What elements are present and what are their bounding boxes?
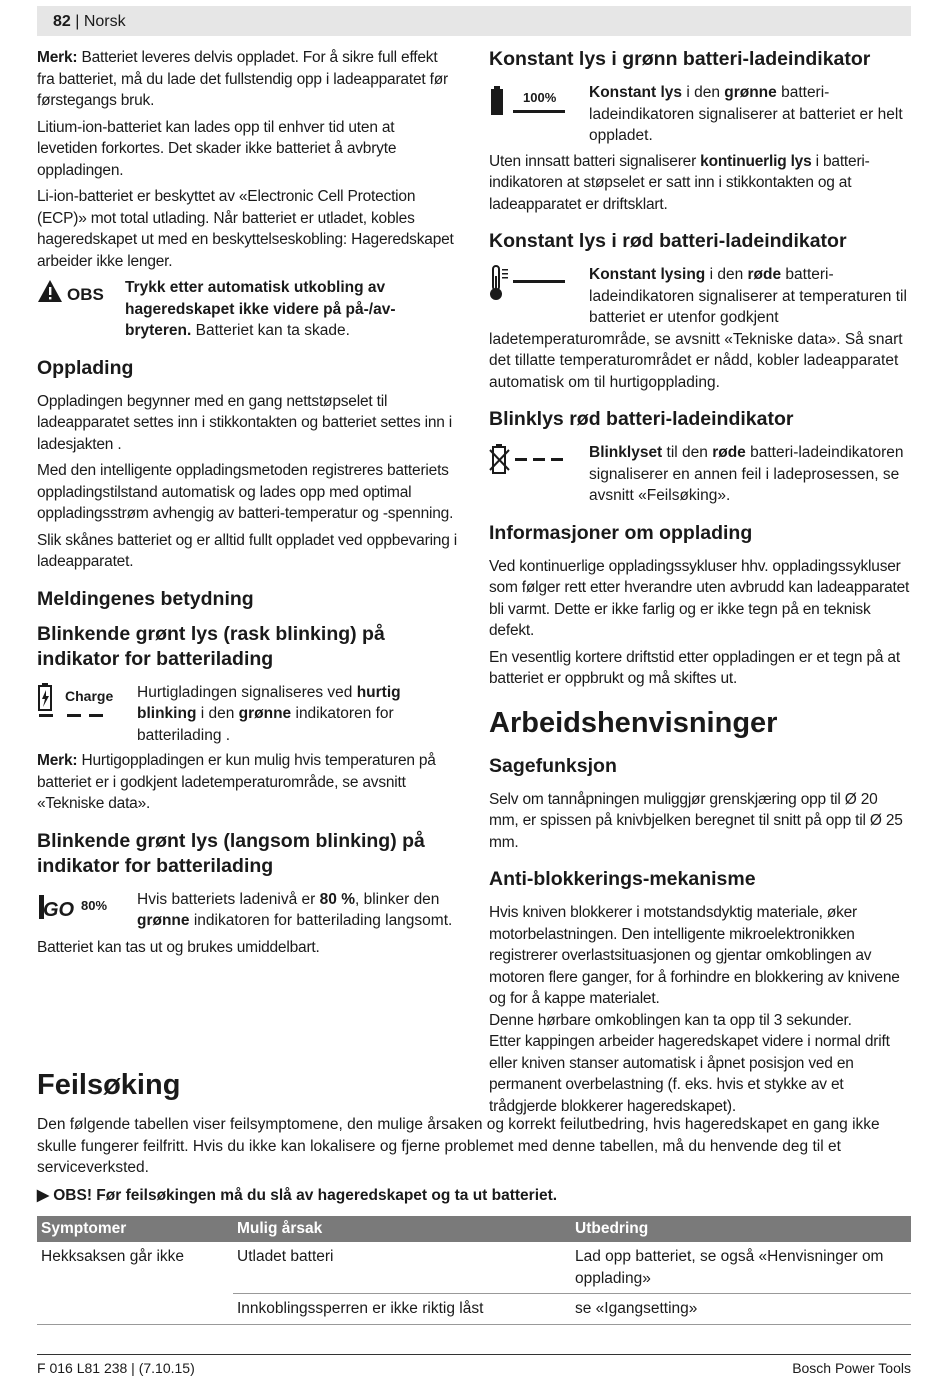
paragraph: Oppladingen begynner med en gang nettstøpselet til ladeapparatet settes inn i stikkontakten og batteriet settes inn i ladesjakten .: [37, 392, 453, 453]
svg-text:100%: 100%: [523, 90, 557, 105]
table-row: [37, 1294, 911, 1325]
page-language: Norsk: [83, 13, 126, 30]
paragraph: Etter kappingen arbeider hageredskapet videre i normal drift eller kniven stanser automatisk i åpnet posisjon ved en permanent overbelastning (f. eks. hvis et stykke av et trådgjerde blokkerer hageredskapet).: [489, 1033, 890, 1115]
column-header: Utbedring: [571, 1216, 911, 1242]
right-column: [489, 47, 911, 1122]
table-cell: Innkoblingssperren er ikke riktig låst: [233, 1294, 571, 1325]
section-heading: Sagefunksjon: [489, 754, 617, 777]
svg-text:80%: 80%: [81, 897, 108, 913]
troubleshooting-table: [37, 1216, 911, 1325]
table-cell: [37, 1294, 233, 1325]
battery-full-icon: [489, 82, 589, 126]
column-header: Symptomer: [37, 1216, 233, 1242]
paragraph: Selv om tannåpningen muliggjør grenskjæring opp til Ø 20 mm, er spissen på knivbjelken beregnet til snitt på opp til Ø 25 mm.: [489, 790, 903, 851]
paragraph: Hvis kniven blokkerer i motstandsdyktig materiale, øker motorbelastningen. Den intelligente mikroelektronikken registrerer overlastsituasjonen og gjentar omkoblingen av motoren flere ganger, for å forhindre en blokkering av knivene og for å kappe materialet.: [489, 904, 900, 1007]
paragraph: En vesentlig kortere driftstid etter oppladingen er et tegn på at batteriet er oppbrukt og må skiftes ut.: [489, 648, 900, 687]
thermometer-icon: [489, 264, 589, 308]
table-cell: Lad opp batteriet, se også «Henvisninger om opplading»: [571, 1242, 911, 1294]
warning-icon: [37, 277, 125, 342]
arrow-icon: ▶: [37, 1186, 49, 1204]
section-heading: Meldingenes betydning: [37, 587, 254, 610]
page-footer: [37, 1354, 911, 1376]
document-id: F 016 L81 238 | (7.10.15): [37, 1360, 195, 1376]
svg-text:GO: GO: [43, 898, 75, 921]
warning-block: OBS Trykk etter automatisk utkobling av hageredskapet ikke videre på på-/av-bryteren. Batteriet kan ta skade.: [37, 277, 457, 342]
section-heading: Opplading: [37, 356, 134, 379]
page-header: 82 | Norsk: [37, 6, 911, 36]
paragraph: Med den intelligente oppladingsmetoden registreres batteriets oppladingstilstand automatisk og lades opp med optimal oppladingsstrøm avhengig av batteri-temperatur og -spenning.: [37, 462, 454, 522]
table-cell: se «Igangsetting»: [571, 1294, 911, 1325]
troubleshooting-section: [37, 1068, 911, 1325]
paragraph: Litium-ion-batteriet kan lades opp til enhver tid uten at levetiden forkortes. Det skader ikke batteriet å avbryte oppladingen.: [37, 118, 397, 179]
chapter-heading: Arbeidshenvisninger: [489, 706, 778, 739]
section-heading: Konstant lys i grønn batteri-ladeindikator: [489, 48, 871, 70]
section-heading: Informasjoner om opplading: [489, 521, 753, 544]
paragraph: Denne hørbare omkoblingen kan ta opp til 3 sekunder.: [489, 1011, 852, 1029]
svg-text:OBS: OBS: [67, 285, 104, 304]
indicator-block: Charge Hurtigladingen signaliseres ved hurtig blinking i den grønne indikatoren for batterilading .: [37, 682, 457, 747]
paragraph: Ved kontinuerlige oppladingssykluser hhv. oppladingssykluser som følger rett etter hverandre uten avbrudd kan ladeapparatet bli varmt. Dette er ikke farlig og er ikke tegn på en teknisk defekt.: [489, 557, 910, 639]
section-heading: Konstant lys i rød batteri-ladeindikator: [489, 230, 847, 252]
paragraph: Uten innsatt batteri signaliserer kontinuerlig lys i batteri-indikatoren at støpselet er satt inn i stikkontakten og at ladeapparatet er driftsklart.: [489, 152, 870, 213]
publisher: Bosch Power Tools: [792, 1360, 911, 1376]
paragraph: Batteriet kan tas ut og brukes umiddelbart.: [37, 938, 320, 956]
table-cell: Utladet batteri: [233, 1242, 571, 1294]
paragraph: Den følgende tabellen viser feilsymptomene, den mulige årsaken og korrekt feilutbedring, hvis hageredskapet en gang ikke skulle fungerer feilfritt. Hvis du ikke kan lokalisere og fjerne problemet med denne tabellen, må du henvende deg til et serviceverksted.: [37, 1116, 880, 1176]
column-header: Mulig årsak: [233, 1216, 571, 1242]
paragraph: Slik skånes batteriet og er alltid fullt oppladet ved oppbevaring i ladeapparatet.: [37, 531, 458, 570]
battery-error-icon: [489, 442, 589, 486]
paragraph: Li-ion-batteriet er beskyttet av «Electronic Cell Protection (ECP)» mot total utlading. Når batteriet er utladet, kobles hageredskapet ut med en beskyttelseskobling: Hageredskapet arbeider ikke lenger.: [37, 188, 454, 270]
table-header-row: [37, 1216, 911, 1242]
table-cell: Hekksaksen går ikke: [41, 1248, 185, 1265]
indicator-block: Konstant lysing i den røde batteri-ladeindikatoren signaliserer at temperaturen til batteriet er utenfor godkjent ladetemperaturområde, se avsnitt «Tekniske data». Så snart det tillatte temperaturområdet er nådd, kobler ladeapparatet automatisk om til hurtigopplading.: [489, 266, 907, 391]
section-heading: Anti-blokkerings-mekanisme: [489, 868, 756, 890]
indicator-block: GO 80% Hvis batteriets ladenivå er 80 %, blinker den grønne indikatoren for batterilading langsomt.: [37, 889, 457, 933]
section-heading: Blinklys rød batteri-ladeindikator: [489, 408, 794, 430]
chapter-heading: Feilsøking: [37, 1069, 181, 1101]
paragraph: Merk: Batteriet leveres delvis oppladet. For å sikre full effekt fra batteriet, må du lade det fullstendig opp i ladeapparatet før førstegangs bruk.: [37, 49, 448, 109]
svg-text:Charge: Charge: [65, 687, 114, 704]
section-heading: Blinkende grønt lys (rask blinking) på indikator for batterilading: [37, 622, 385, 670]
left-column: [37, 47, 457, 963]
go-battery-icon: [37, 889, 137, 933]
charge-icon: [37, 682, 137, 726]
page-number: 82: [53, 13, 71, 30]
indicator-block: 100% Konstant lys i den grønne batteri-ladeindikatoren signaliserer at batteriet er helt oppladet.: [489, 82, 911, 147]
warning-instruction: ▶ OBS! Før feilsøkingen må du slå av hageredskapet og ta ut batteriet.: [37, 1186, 558, 1204]
paragraph: Merk: Hurtigoppladingen er kun mulig hvis temperaturen på batteriet er i godkjent ladetemperaturområde, se avsnitt «Tekniske data».: [37, 752, 436, 812]
indicator-block: Blinklyset til den røde batteri-ladeindikatoren signaliserer en annen feil i ladeprosessen, se avsnitt «Feilsøking».: [489, 442, 911, 507]
table-row: [37, 1242, 911, 1294]
section-heading: Blinkende grønt lys (langsom blinking) på indikator for batterilading: [37, 829, 425, 877]
